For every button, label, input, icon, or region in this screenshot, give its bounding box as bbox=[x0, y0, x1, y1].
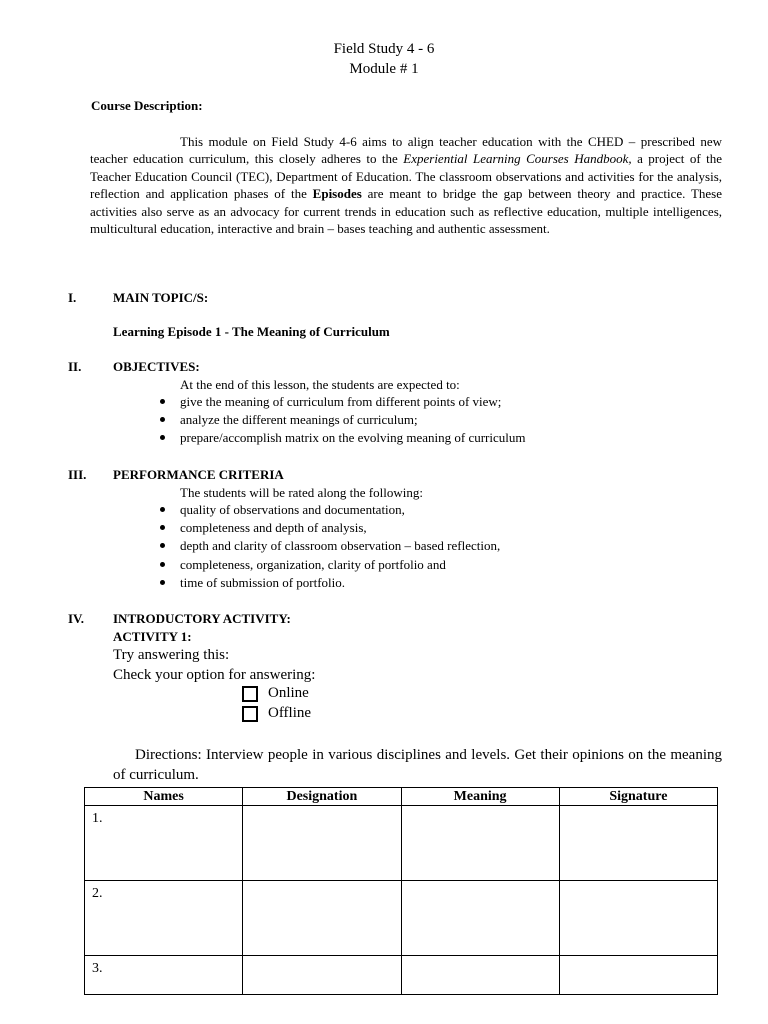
desc-episodes-word: Episodes bbox=[312, 186, 362, 202]
list-item: give the meaning of curriculum from different points of view; bbox=[160, 393, 525, 411]
desc-handbook-title: Experiential Learning Courses Handbook, bbox=[403, 151, 632, 167]
checkbox-online[interactable] bbox=[242, 686, 258, 702]
meaning-cell[interactable] bbox=[401, 881, 559, 956]
option-label: Online bbox=[268, 685, 309, 701]
section-number: I. bbox=[68, 290, 77, 305]
section-heading: OBJECTIVES: bbox=[113, 359, 200, 374]
desc-text-b: a project of the Teacher Education Council (TEC), Department of Education. The classroom observations and activities for the analysis, reflection and application phases of the bbox=[90, 151, 722, 202]
desc-text-a: This module on Field Study 4-6 aims to align teacher education with the CHED – prescribed new teacher education curriculum, this closely adheres to the bbox=[90, 134, 722, 167]
row-number-cell: 1. bbox=[85, 806, 243, 881]
document-title bbox=[0, 39, 768, 79]
interview-table bbox=[84, 787, 718, 995]
option-online[interactable] bbox=[242, 685, 309, 702]
course-description-paragraph bbox=[90, 133, 722, 237]
activity-label: ACTIVITY 1: bbox=[113, 629, 192, 644]
list-item: quality of observations and documentation, bbox=[160, 501, 500, 519]
objectives-list bbox=[160, 393, 525, 448]
designation-cell[interactable] bbox=[243, 956, 401, 995]
title-line-2: Module # 1 bbox=[349, 61, 419, 77]
option-label: Offline bbox=[268, 705, 312, 721]
section-heading: INTRODUCTORY ACTIVITY: bbox=[113, 611, 291, 626]
section-number: II. bbox=[68, 359, 82, 374]
designation-cell[interactable] bbox=[243, 806, 401, 881]
list-item: analyze the different meanings of curriculum; bbox=[160, 411, 525, 429]
section-number: IV. bbox=[68, 611, 85, 626]
column-header-signature: Signature bbox=[559, 788, 717, 806]
checkbox-offline[interactable] bbox=[242, 706, 258, 722]
column-header-names: Names bbox=[85, 788, 243, 806]
signature-cell[interactable] bbox=[559, 806, 717, 881]
desc-text-c: are meant to bridge the gap between theory and practice. These activities also serve as an advocacy for current trends in education such as reflective education, multiple intelligences, multicultural education, interactive and brain – bases teaching and authentic assessment. bbox=[90, 186, 722, 237]
title-line-1: Field Study 4 - 6 bbox=[333, 41, 435, 57]
list-item: prepare/accomplish matrix on the evolving meaning of curriculum bbox=[160, 429, 525, 447]
section-heading: MAIN TOPIC/S: bbox=[113, 290, 209, 305]
directions-text: Directions: Interview people in various disciplines and levels. Get their opinions on the meaning of curriculum. bbox=[113, 747, 722, 783]
list-item: depth and clarity of classroom observation – based reflection, bbox=[160, 537, 500, 555]
list-item: completeness and depth of analysis, bbox=[160, 519, 500, 537]
objectives-intro: At the end of this lesson, the students are expected to: bbox=[180, 377, 460, 392]
column-header-designation: Designation bbox=[243, 788, 401, 806]
table-row bbox=[85, 956, 718, 995]
designation-cell[interactable] bbox=[243, 881, 401, 956]
try-answering-text: Try answering this: bbox=[113, 647, 230, 663]
criteria-intro: The students will be rated along the following: bbox=[180, 485, 423, 500]
table-row bbox=[85, 806, 718, 881]
row-number-cell: 3. bbox=[85, 956, 243, 995]
meaning-cell[interactable] bbox=[401, 806, 559, 881]
learning-episode-title: Learning Episode 1 - The Meaning of Curriculum bbox=[113, 324, 390, 339]
list-item: time of submission of portfolio. bbox=[160, 574, 500, 592]
section-number: III. bbox=[68, 467, 87, 482]
table-row bbox=[85, 881, 718, 956]
course-description-label: Course Description: bbox=[91, 98, 203, 113]
section-heading: PERFORMANCE CRITERIA bbox=[113, 467, 284, 482]
table-header-row bbox=[85, 788, 718, 806]
signature-cell[interactable] bbox=[559, 881, 717, 956]
row-number-cell: 2. bbox=[85, 881, 243, 956]
check-option-text: Check your option for answering: bbox=[113, 667, 316, 683]
list-item: completeness, organization, clarity of portfolio and bbox=[160, 556, 500, 574]
option-offline[interactable] bbox=[242, 705, 311, 722]
signature-cell[interactable] bbox=[559, 956, 717, 995]
criteria-list bbox=[160, 501, 500, 592]
column-header-meaning: Meaning bbox=[401, 788, 559, 806]
meaning-cell[interactable] bbox=[401, 956, 559, 995]
